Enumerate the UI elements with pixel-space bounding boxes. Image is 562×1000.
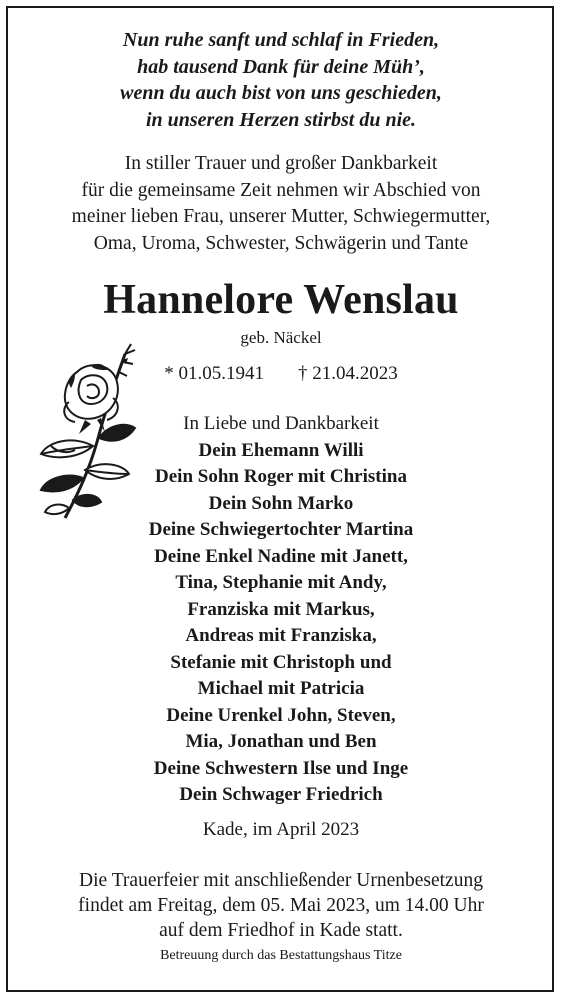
deceased-name: Hannelore Wenslau: [103, 277, 459, 323]
intro-line: für die gemeinsame Zeit nehmen wir Abschied von: [81, 179, 481, 201]
mourner-line: Mia, Jonathan und Ben: [185, 731, 377, 752]
intro-line: Oma, Uroma, Schwester, Schwägerin und Tante: [93, 232, 469, 254]
funeral-line: findet am Freitag, dem 05. Mai 2023, um 14.00 Uhr: [78, 895, 484, 916]
mourner-line: Deine Enkel Nadine mit Janett,: [154, 545, 408, 567]
mourners-list: [0, 411, 562, 809]
poem-line: Nun ruhe sanft und schlaf in Frieden,: [122, 29, 440, 51]
birth-date: * 01.05.1941: [164, 363, 264, 384]
maiden-name: geb. Näckel: [240, 328, 322, 347]
intro-text: [0, 151, 562, 257]
mourner-line: Deine Urenkel John, Steven,: [166, 704, 396, 726]
mourner-line: Franziska mit Markus,: [187, 598, 375, 620]
poem-line: hab tausend Dank für deine Müh’,: [137, 55, 425, 78]
mourners-intro: In Liebe und Dankbarkeit: [183, 413, 379, 434]
funeral-info: [0, 868, 562, 943]
funeral-line: Die Trauerfeier mit anschließender Urnenbesetzung: [79, 870, 483, 891]
intro-line: meiner lieben Frau, unserer Mutter, Schwiegermutter,: [71, 206, 491, 227]
mourner-line: Dein Sohn Roger mit Christina: [155, 466, 407, 487]
place-date: Kade, im April 2023: [202, 819, 360, 840]
mourner-line: Deine Schwestern Ilse und Inge: [153, 757, 409, 779]
mourner-line: Deine Schwiegertochter Martina: [148, 519, 414, 540]
death-date: † 21.04.2023: [298, 363, 398, 384]
funeral-line: auf dem Friedhof in Kade statt.: [159, 920, 403, 941]
mourner-line: Dein Ehemann Willi: [198, 439, 364, 461]
poem-line: wenn du auch bist von uns geschieden,: [120, 82, 442, 104]
mourner-line: Michael mit Patricia: [197, 678, 365, 699]
intro-line: In stiller Trauer und großer Dankbarkeit: [124, 153, 438, 174]
mourner-line: Stefanie mit Christoph und: [170, 651, 392, 673]
mourner-line: Andreas mit Franziska,: [185, 625, 377, 646]
poem-line: in unseren Herzen stirbst du nie.: [145, 108, 417, 131]
poem: [0, 27, 562, 133]
undertaker-note: Betreuung durch das Bestattungshaus Titze: [160, 948, 402, 963]
mourner-line: Tina, Stephanie mit Andy,: [175, 572, 387, 593]
mourner-line: Dein Schwager Friedrich: [179, 784, 383, 805]
mourner-line: Dein Sohn Marko: [208, 492, 354, 514]
